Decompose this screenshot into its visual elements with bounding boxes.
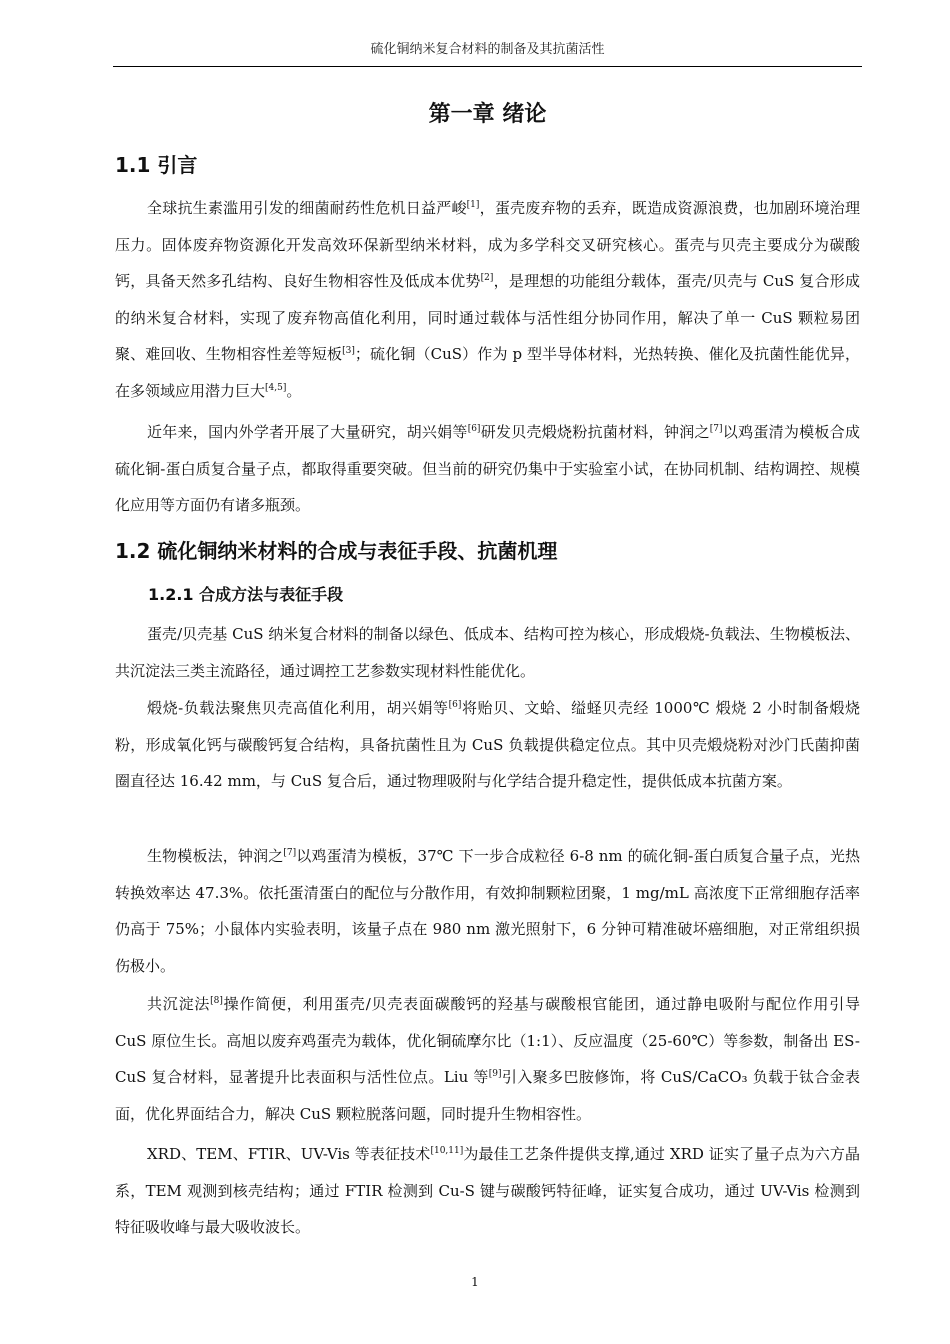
- citation: [6]: [467, 424, 481, 434]
- paragraph-biotemplate-method: 生物模板法，钟润之[7]以鸡蛋清为模板，37℃ 下一步合成粒径 6-8 nm 的硫化铜-蛋白质复合量子点，光热转换效率达 47.3%。依托蛋清蛋白的配位与分散作用，有效抑制颗粒团聚，1 mg/mL 高浓度下正常细胞存活率仍高于 75%；小鼠体内实验表明，该量子点在 980 nm 激光照射下，6 分钟可精准破坏癌细胞，对正常组织损伤极小。: [115, 847, 860, 975]
- subsection-heading-1-2-1: 1.2.1 合成方法与表征手段: [148, 585, 344, 604]
- chapter-title: 第一章 绪论: [428, 102, 547, 127]
- citation: [6]: [448, 700, 462, 710]
- citation: [7]: [283, 848, 297, 858]
- section-heading-1-2: 1.2 硫化铜纳米材料的合成与表征手段、抗菌机理: [115, 539, 558, 563]
- header-divider: [113, 66, 862, 67]
- citation: [1]: [466, 200, 480, 210]
- paragraph-characterization: XRD、TEM、FTIR、UV-Vis 等表征技术[10,11]为最佳工艺条件提供支撑,通过 XRD 证实了量子点为六方晶系，TEM 观测到核壳结构；通过 FTIR 检测到 Cu-S 键与碳酸钙特征峰，证实复合成功，通过 UV-Vis 检测到特征吸收峰与最大吸收波长。: [115, 1145, 860, 1236]
- page-number: 1: [471, 1275, 479, 1289]
- section-heading-1-1: 1.1 引言: [115, 153, 198, 177]
- citation: [4,5]: [265, 382, 287, 393]
- paragraph-intro-1: 全球抗生素滥用引发的细菌耐药性危机日益严峻[1]，蛋壳废弃物的丢弃，既造成资源浪费，也加剧环境治理压力。固体废弃物资源化开发高效环保新型纳米材料，成为多学科交叉研究核心。蛋壳与贝壳主要成分为碳酸钙，具备天然多孔结构、良好生物相容性及低成本优势[2]，是理想的功能组分载体，蛋壳/贝壳与 CuS 复合形成的纳米复合材料，实现了废弃物高值化利用，同时通过载体与活性组分协同作用，解决了单一 CuS 颗粒易团聚、难回收、生物相容性差等短板[3]；硫化铜（CuS）作为 p 型半导体材料，光热转换、催化及抗菌性能优异，在多领域应用潜力巨大[4,5]。: [115, 199, 860, 400]
- running-header: 硫化铜纳米复合材料的制备及其抗菌活性: [370, 42, 605, 57]
- citation: [8]: [210, 996, 223, 1006]
- citation: [3]: [342, 346, 355, 356]
- citation: [2]: [480, 273, 494, 283]
- paragraph-coprecipitation-method: 共沉淀法[8]操作简便，利用蛋壳/贝壳表面碳酸钙的羟基与碳酸根官能团，通过静电吸附与配位作用引导 CuS 原位生长。高旭以废弃鸡蛋壳为载体，优化铜硫摩尔比（1:1）、反应温度（25-60℃）等参数，制备出 ES-CuS 复合材料，显著提升比表面积与活性位点。Liu 等[9]引入聚多巴胺修饰，将 CuS/CaCO₃ 负载于钛合金表面，优化界面结合力，解决 CuS 颗粒脱落问题，同时提升生物相容性。: [115, 995, 860, 1123]
- citation: [9]: [488, 1069, 502, 1079]
- paragraph-synthesis-overview: 蛋壳/贝壳基 CuS 纳米复合材料的制备以绿色、低成本、结构可控为核心，形成煅烧-负载法、生物模板法、共沉淀法三类主流路径，通过调控工艺参数实现材料性能优化。: [115, 625, 860, 680]
- paragraph-intro-2: 近年来，国内外学者开展了大量研究，胡兴娟等[6]研发贝壳煅烧粉抗菌材料，钟润之[7]以鸡蛋清为模板合成硫化铜-蛋白质复合量子点，都取得重要突破。但当前的研究仍集中于实验室小试，在协同机制、结构调控、规模化应用等方面仍有诸多瓶颈。: [115, 423, 860, 514]
- citation: [10,11]: [430, 1146, 464, 1156]
- citation: [7]: [709, 424, 723, 434]
- paragraph-calcination-method: 煅烧-负载法聚焦贝壳高值化利用，胡兴娟等[6]将贻贝、文蛤、缢蛏贝壳经 1000℃ 煅烧 2 小时制备煅烧粉，形成氧化钙与碳酸钙复合结构，具备抗菌性且为 CuS 负载提供稳定位点。其中贝壳煅烧粉对沙门氏菌抑菌圈直径达 16.42 mm，与 CuS 复合后，通过物理吸附与化学结合提升稳定性，提供低成本抗菌方案。: [115, 699, 860, 790]
